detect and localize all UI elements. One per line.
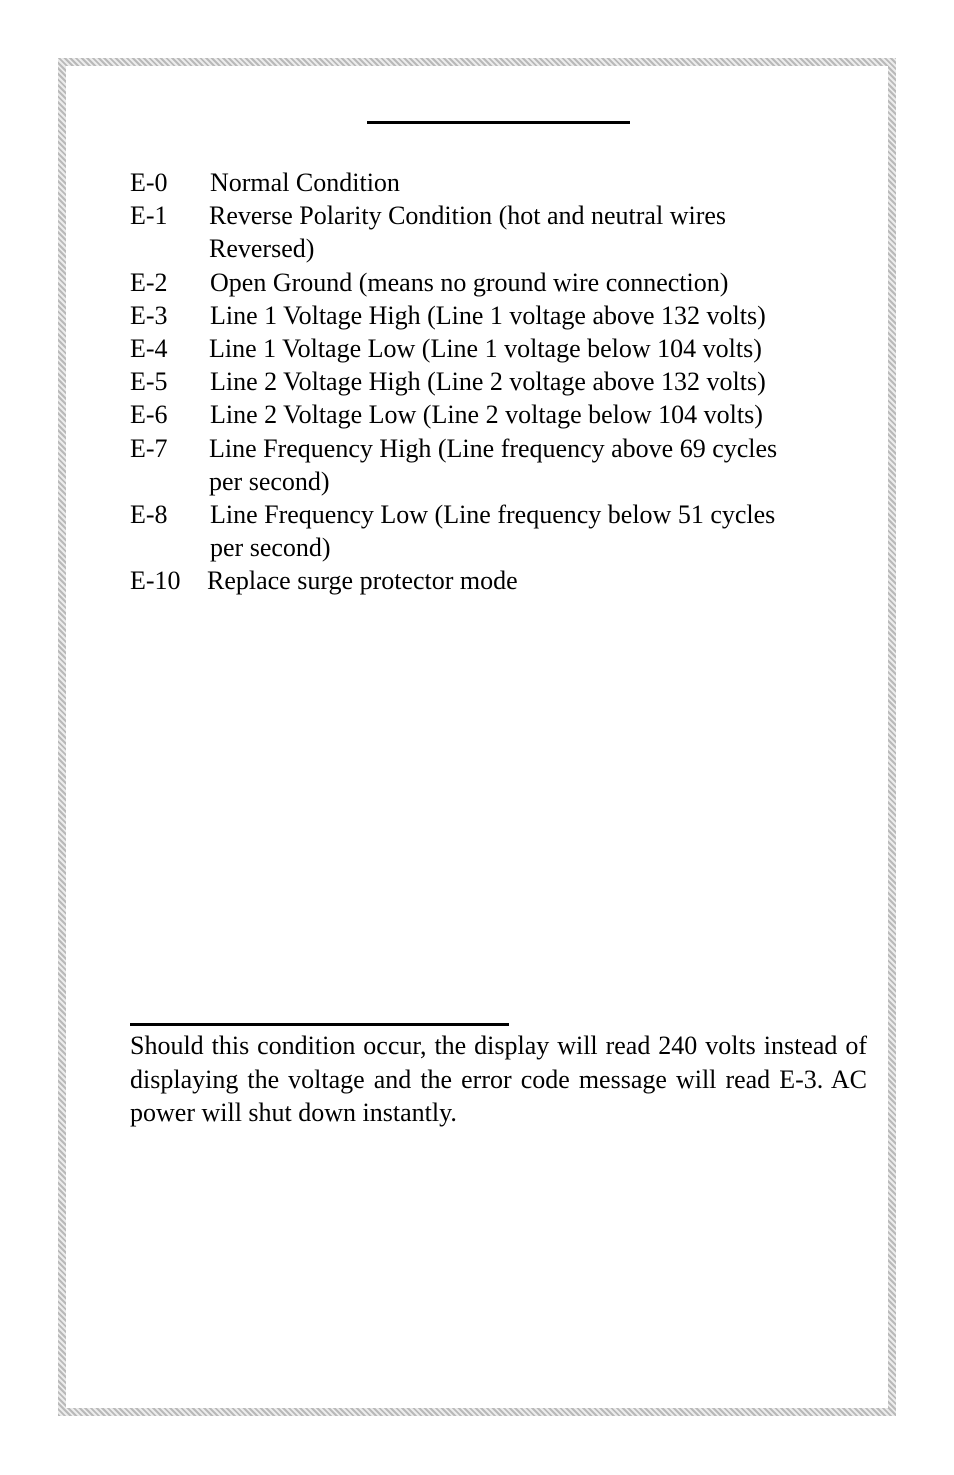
error-code: E-1 xyxy=(130,201,168,231)
error-code: E-10 xyxy=(130,566,181,596)
error-description-continuation: Reversed) xyxy=(209,234,315,264)
error-description: Replace surge protector mode xyxy=(207,566,518,596)
error-code: E-3 xyxy=(130,300,168,330)
error-code-item xyxy=(130,332,870,365)
error-code-item xyxy=(130,564,870,597)
error-code-item xyxy=(130,199,870,265)
error-code: E-8 xyxy=(130,500,168,530)
error-description: Line Frequency High (Line frequency above 69 cycles xyxy=(209,433,778,463)
error-code-item xyxy=(130,432,870,498)
error-description: Line 2 Voltage High (Line 2 voltage above 132 volts) xyxy=(210,367,766,397)
error-code-list xyxy=(130,166,870,598)
error-code-item xyxy=(130,266,870,299)
error-code-item xyxy=(130,498,870,564)
error-description: Line 1 Voltage Low (Line 1 voltage below 104 volts) xyxy=(209,334,762,364)
error-description: Line 1 Voltage High (Line 1 voltage above 132 volts) xyxy=(210,300,766,330)
error-description: Normal Condition xyxy=(210,168,400,197)
error-code: E-5 xyxy=(130,367,168,397)
error-description: Reverse Polarity Condition (hot and neutral wires xyxy=(209,201,727,231)
error-description: Line Frequency Low (Line frequency below 51 cycles xyxy=(210,500,776,530)
error-description-continuation: per second) xyxy=(210,533,331,563)
error-code: E-6 xyxy=(130,400,168,430)
note-paragraph: Should this condition occur, the display will read 240 volts instead of displaying the voltage and the error code message will read E-3. AC power will shut down instantly. xyxy=(130,1031,867,1127)
error-code-item xyxy=(130,166,870,199)
error-code-item xyxy=(130,398,870,431)
note-rule xyxy=(130,1023,509,1026)
error-code: E-7 xyxy=(130,433,168,463)
error-code: E-0 xyxy=(130,168,168,197)
error-description-continuation: per second) xyxy=(209,466,330,496)
error-code-item xyxy=(130,365,870,398)
heading-rule xyxy=(367,121,630,124)
error-code: E-2 xyxy=(130,267,168,297)
error-description: Open Ground (means no ground wire connection) xyxy=(210,267,729,297)
error-description: Line 2 Voltage Low (Line 2 voltage below 104 volts) xyxy=(210,400,763,430)
error-code-item xyxy=(130,299,870,332)
error-code: E-4 xyxy=(130,334,168,364)
